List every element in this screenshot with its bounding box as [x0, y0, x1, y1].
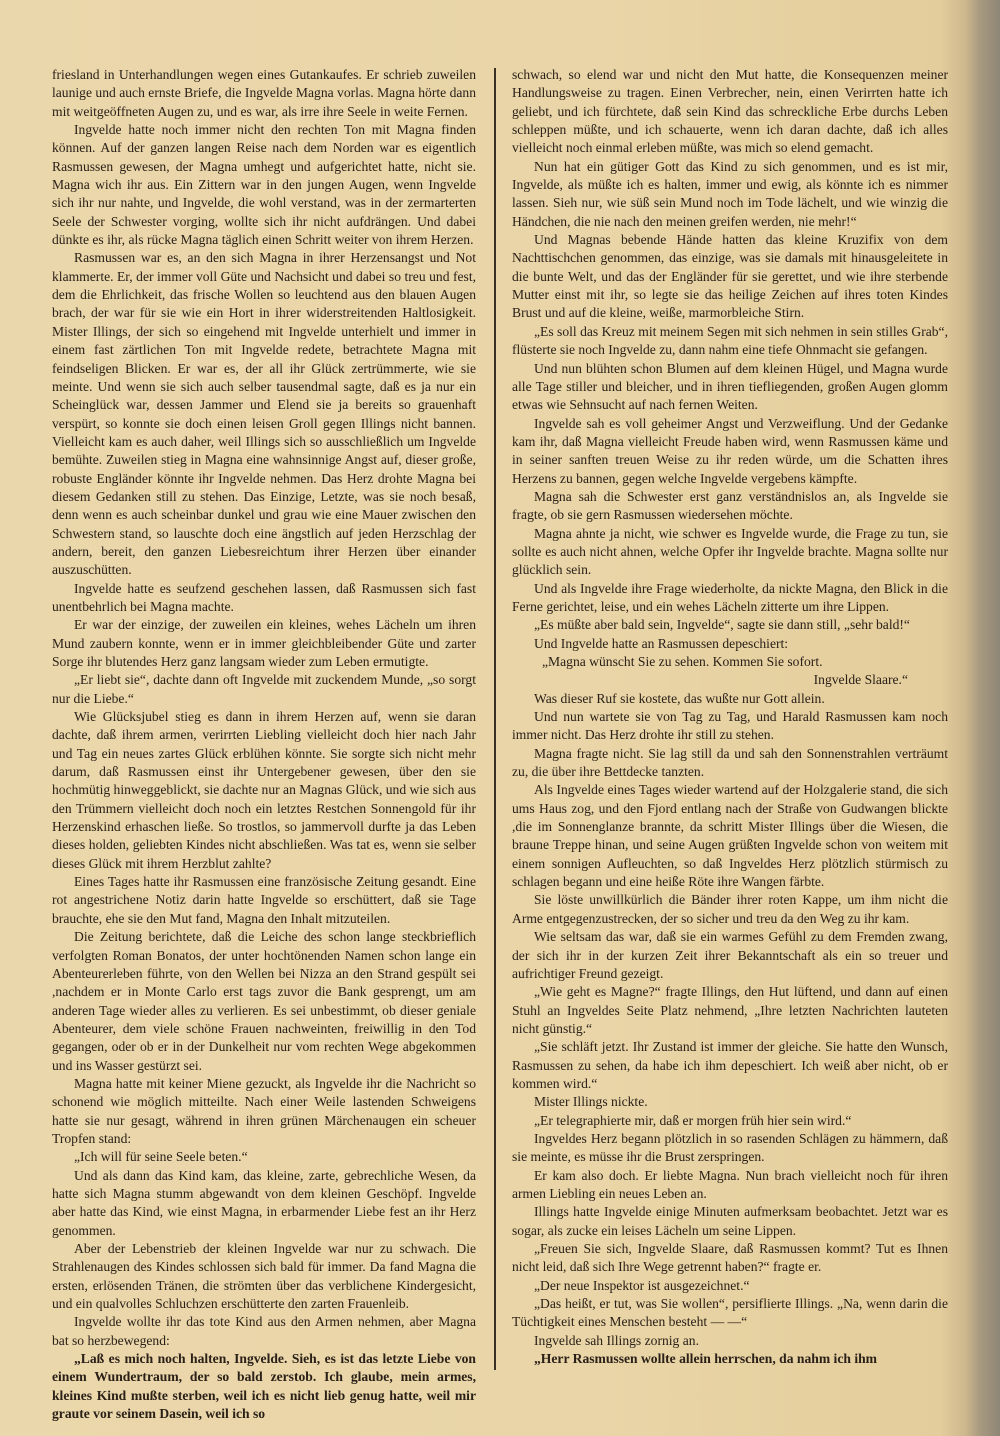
left-column	[52, 66, 476, 1423]
paragraph: Und Ingvelde hatte an Rasmussen depeschiert:	[534, 635, 789, 651]
paragraph: friesland in Unterhandlungen wegen eines Gutankaufes. Er schrieb zuweilen launige und auch ernste Briefe, die Ingvelde Magna vorlas. Magna hörte dann mit weitgeöffneten Augen zu, und es war, als irre ihre Seele in weite Fernen.	[52, 67, 476, 119]
paragraph: Und als Ingvelde ihre Frage wiederholte, da nickte Magna, den Blick in die Ferne gerichtet, leise, und ein wehes Lächeln zitterte um ihre Lippen.	[512, 580, 948, 614]
paragraph: Er kam also doch. Er liebte Magna. Nun brach vielleicht noch für ihren armen Liebling ein neues Leben an.	[512, 1167, 948, 1201]
paragraph: Ingvelde wollte ihr das tote Kind aus den Armen nehmen, aber Magna bat so herzbewegend:	[52, 1314, 476, 1348]
paragraph: Und Magnas bebende Hände hatten das kleine Kruzifix von dem Nachttischchen genommen, das einzige, was sie damals mit hinausgeleitete in die bunte Welt, und das der Engländer für sie gerettet, und wie ihre sterbende Mutter einst mit ihr, so legte sie das heilige Zeichen auf ihres toten Kindes Brust und auf die kleine, weiße, marmorbleiche Stirn.	[512, 232, 948, 321]
paragraph: Ingvelde sah Illings zornig an.	[534, 1332, 699, 1348]
paragraph: „Der neue Inspektor ist ausgezeichnet.“	[534, 1277, 750, 1293]
paragraph: Rasmussen war es, an den sich Magna in ihrer Herzensangst und Not klammerte. Er, der immer voll Güte und Nachsicht und dabei so treu und fest, dem die Ehrlichkeit, das frische Wollen so leuchtend aus den blauen Augen brach, der war für sie wie ein Hort in ihrer widerstreitenden Haltlosigkeit. Mister Illings, der sich so eingehend mit Ingvelde unterhielt und immer in einem fast zärtlichen Ton mit Ingvelde redete, betrachtete Magna mit feindseligen Blicken. Er war es, der all ihr Glück zertrümmerte, wie sie meinte. Und wenn sie sich auch selber tausendmal sagte, daß es ja nur ein Scheinglück war, dessen Jammer und Elend sie ja bereits so grauenhaft verspürt, so konnte sie doch einen leisen Groll gegen Illings nicht bannen. Vielleicht kam es auch daher, weil Illings sich so ausschließlich um Ingvelde bemühte. Zuweilen stieg in Magna eine wahnsinnige Angst auf, dieser große, robuste Engländer könnte ihr Ingvelde nehmen. Das Herz drohte Magna bei diesem Gedanken still zu stehen. Das Einzige, Letzte, was sie noch besaß, denn wenn es auch scheinbar dunkel und grau wie eine Mauer zwischen den Schwestern stand, so lauschte doch eine ängstlich auf jeden Herzschlag der andern, bereit, den ganzen Liebesreichtum ihrer Herzen über einander auszuschütten.	[52, 250, 476, 578]
paragraph: Nun hat ein gütiger Gott das Kind zu sich genommen, und es ist mir, Ingvelde, als müßte ich es halten, immer und ewig, als könnte ich es nimmer lassen. Sieh nur, wie süß sein Mund noch im Tode lächelt, und wie winzig die Händchen, die nie nach den meinen greifen werden, nie mehr!“	[512, 158, 948, 229]
paragraph: „Freuen Sie sich, Ingvelde Slaare, daß Rasmussen kommt? Tut es Ihnen nicht leid, daß sich Ihre Wege getrennt haben?“ fragte er.	[512, 1241, 948, 1275]
paragraph: Er war der einzige, der zuweilen ein kleines, wehes Lächeln um ihren Mund zaubern konnte, wenn er in immer gleichbleibender Güte und zarter Sorge ihr blutendes Herz ganz langsam wieder zum Leben ermutigte.	[52, 617, 476, 669]
paragraph: „Laß es mich noch halten, Ingvelde. Sieh, es ist das letzte Liebe von einem Wundertraum, der so bald zerstob. Ich glaube, mein armes, kleines Kind mußte sterben, weil ich es nicht lieb genug hatte, weil mir graute vor seinem Dasein, weil ich so	[52, 1351, 476, 1422]
paragraph: „Das heißt, er tut, was Sie wollen“, persiflierte Illings. „Na, wenn darin die Tüchtigkeit eines Menschen besteht — —“	[512, 1296, 948, 1330]
paragraph: Was dieser Ruf sie kostete, das wußte nur Gott allein.	[534, 690, 825, 706]
paragraph: Eines Tages hatte ihr Rasmussen eine französische Zeitung gesandt. Eine rot angestrichene Notiz darin hatte Ingvelde so erschüttert, daß sie Tage brauchte, ehe sie den Mut fand, Magna den Inhalt mitzuteilen.	[52, 874, 476, 926]
paragraph: schwach, so elend war und nicht den Mut hatte, die Konsequenzen meiner Handlungsweise zu tragen. Einen Verbrecher, nein, einen Verirrten hatte ich geliebt, und ich fürchtete, daß sein Kind das schreckliche Erbe durchs Leben schleppen müßte, und ich schauerte, wenn ich daran dachte, daß ich alles vielleicht noch einmal erleben müßte, was mich so elend gemacht.	[512, 67, 948, 156]
paragraph: Magna ahnte ja nicht, wie schwer es Ingvelde wurde, die Frage zu tun, sie sollte es auch nicht ahnen, welche Opfer ihr Ingvelde brachte. Magna sollte nur glücklich sein.	[512, 525, 948, 578]
paragraph: „Es müßte aber bald sein, Ingvelde“, sagte sie dann still, „sehr bald!“	[534, 617, 910, 633]
paragraph: Magna sah die Schwester erst ganz verständnislos an, als Ingvelde sie fragte, ob sie gern Rasmussen wiedersehen möchte.	[512, 488, 948, 523]
paragraph: Wie Glücksjubel stieg es dann in ihrem Herzen auf, wenn sie daran dachte, daß ihrem armen, verirrten Liebling vielleicht doch hier nach Jahr und Tag ein neues zartes Glück erblühen könnte. Sie sorgte sich nicht mehr darum, daß Rasmussen einst ihr Untergebener gewesen, über den sie hochmütig hinweggeblickt, sie dachte nur an Magnas Glück, und wie sich aus den Trümmern vielleicht doch noch ein letztes Restchen Sonnengold für ihr Herzenskind erhaschen ließe. So trostlos, so jammervoll durfte ja das Leben dieses holden, geliebten Kindes nicht abschließen. Was tat es, wenn sie selber dieses Glück mit ihrem Herzblut zahlte?	[52, 709, 476, 871]
paragraph: Ingveldes Herz begann plötzlich in so rasenden Schlägen zu hämmern, daß sie meinte, es müsse ihr die Brust zerspringen.	[512, 1130, 948, 1165]
paragraph: Aber der Lebenstrieb der kleinen Ingvelde war nur zu schwach. Die Strahlenaugen des Kindes schlossen sich bald für immer. Da fand Magna die ersten, erlösenden Tränen, die strömten über das verblichene Kindergesicht, und ein qualvolles Schluchzen erschütterte den zarten Frauenleib.	[52, 1241, 476, 1312]
paragraph: Und als dann das Kind kam, das kleine, zarte, gebrechliche Wesen, da hatte sich Magna stumm abgewandt von dem kleinen Geschöpf. Ingvelde aber hatte das Kind, wie einst Magna, in erbarmender Liebe fest an ihr Herz genommen.	[52, 1167, 476, 1238]
paragraph: Magna hatte mit keiner Miene gezuckt, als Ingvelde ihr die Nachricht so schonend wie möglich mitteilte. Nach einer Weile lastenden Schweigens hatte sie nur gesagt, während in ihren grünen Märchenaugen ein scheuer Tropfen stand:	[52, 1075, 476, 1146]
paragraph: Sie löste unwillkürlich die Bänder ihrer roten Kappe, um ihm nicht die Arme entgegenzustrecken, der so sicher und treu da den Weg zu ihr kam.	[512, 892, 948, 926]
paragraph: Mister Illings nickte.	[534, 1094, 648, 1110]
right-column	[512, 66, 948, 1368]
paragraph: Wie seltsam das war, daß sie ein warmes Gefühl zu dem Fremden zwang, der sich ihr in der kurzen Zeit ihrer Bekanntschaft als ein so treuer und aufrichtiger Freund gezeigt.	[512, 929, 948, 981]
paragraph: Als Ingvelde eines Tages wieder wartend auf der Holzgalerie stand, die sich ums Haus zog, und den Fjord entlang nach der Straße von Gudwangen blickte ,die im Sonnenglanze brannte, da schritt Mister Illings über die Wiesen, die braune Treppe hinan, und seine Augen grüßten Ingvelde schon von weitem mit einem sonnigen Aufleuchten, so daß Ingveldes Herz plötzlich stürmisch zu schlagen begann und eine heiße Röte ihre Wangen färbte.	[512, 782, 948, 890]
paragraph: „Wie geht es Magne?“ fragte Illings, den Hut lüftend, und dann auf einen Stuhl an Ingveldes Seite Platz nehmend, „Ihre letzten Nachrichten lauteten nicht günstig.“	[512, 984, 948, 1036]
paragraph: Die Zeitung berichtete, daß die Leiche des schon lange steckbrieflich verfolgten Roman Bonatos, der unter hochtönenden Namen schon lange ein Abenteurerleben führte, von den Wellen bei Nizza an den Strand gespült sei ,nachdem er in Monte Carlo erst tags zuvor die Bank gesprengt, um am anderen Tage wieder alles zu verlieren. Es sei unbestimmt, ob dieser geniale Abenteurer, dem viele schöne Frauen nachweinten, freiwillig in den Tod gegangen, oder ob er in der Dunkelheit nur vom rechten Wege abgekommen und ins Wasser gestürzt sei.	[52, 929, 476, 1073]
paragraph: Und nun blühten schon Blumen auf dem kleinen Hügel, und Magna wurde alle Tage stiller und bleicher, und in ihren tiefliegenden, großen Augen glomm etwas wie Sehnsucht auf nach fernen Weiten.	[512, 360, 948, 413]
paragraph: „Magna wünscht Sie zu sehen. Kommen Sie sofort.	[542, 654, 823, 669]
paragraph: Illings hatte Ingvelde einige Minuten aufmerksam beobachtet. Jetzt war es sogar, als zucke ein leises Lächeln um seine Lippen.	[512, 1204, 948, 1238]
paragraph: Und nun wartete sie von Tag zu Tag, und Harald Rasmussen kam noch immer nicht. Das Herz drohte ihr still zu stehen.	[512, 709, 948, 743]
paragraph: „Er telegraphierte mir, daß er morgen früh hier sein wird.“	[534, 1112, 852, 1128]
paragraph: Ingvelde hatte noch immer nicht den rechten Ton mit Magna finden können. Auf der ganzen langen Reise nach dem Norden war es eigentlich Rasmussen gewesen, der Magna umhegt und aufgerichtet hatte, nicht sie. Magna wich ihr aus. Ein Zittern war in den jungen Augen, wenn Ingvelde sich ihr nur nahte, und Ingvelde, die wohl verstand, was in der zermarterten Seele der Schwester vorging, wollte sich ihr nicht aufdrängen. Und dabei dünkte es ihr, als rücke Magna täglich einen Schritt weiter von ihrem Herzen.	[52, 122, 476, 248]
column-divider	[494, 68, 496, 1370]
paragraph: Ingvelde hatte es seufzend geschehen lassen, daß Rasmussen sich fast unentbehrlich bei Magna machte.	[52, 580, 476, 614]
paragraph: Ingvelde sah es voll geheimer Angst und Verzweiflung. Und der Gedanke kam ihr, daß Magna vielleicht Freude haben wird, wenn Rasmussen käme und in seiner sanften treuen Weise zu ihr reden würde, um die Schatten ihres Herzens zu bannen, gegen welche Ingvelde vergebens kämpfte.	[512, 415, 948, 486]
paragraph: „Ich will für seine Seele beten.“	[74, 1149, 248, 1165]
paragraph: „Herr Rasmussen wollte allein herrschen, da nahm ich ihm	[534, 1351, 877, 1367]
paragraph: Magna fragte nicht. Sie lag still da und sah den Sonnenstrahlen verträumt zu, die über ihre Bettdecke tanzten.	[512, 745, 948, 780]
paragraph: „Es soll das Kreuz mit meinem Segen mit sich nehmen in sein stilles Grab“, flüsterte sie noch Ingvelde zu, dann nahm eine tiefe Ohnmacht sie gefangen.	[512, 323, 948, 358]
paragraph: „Er liebt sie“, dachte dann oft Ingvelde mit zuckendem Munde, „so sorgt nur die Liebe.“	[52, 672, 476, 706]
paragraph: „Sie schläft jetzt. Ihr Zustand ist immer der gleiche. Sie hatte den Wunsch, Rasmussen zu sehen, da habe ich ihm depeschiert. Ich weiß aber nicht, ob er kommen wird.“	[512, 1039, 948, 1091]
paragraph: Ingvelde Slaare.“	[813, 672, 908, 688]
